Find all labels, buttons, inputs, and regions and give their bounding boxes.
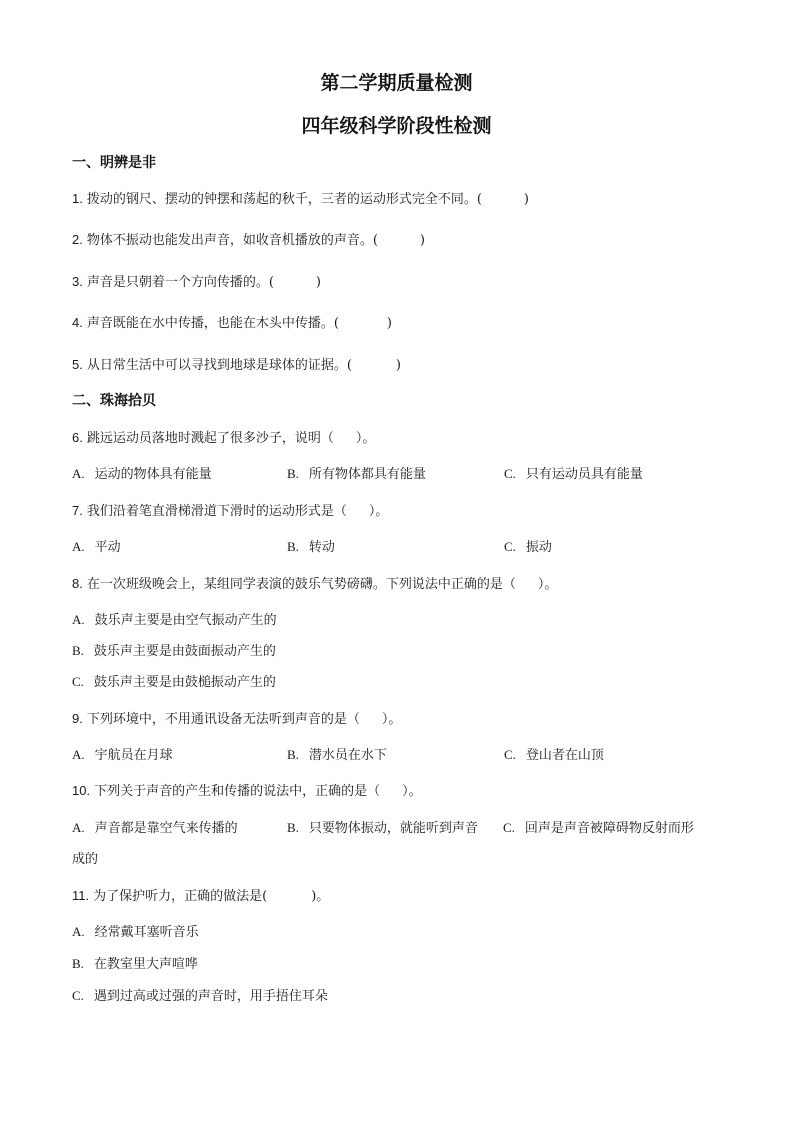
question-number: 11. <box>72 888 90 903</box>
option-text: 宇航员在月球 <box>94 748 173 763</box>
option-text: 鼓乐声主要是由空气振动产生的 <box>94 613 277 628</box>
document-title: 第二学期质量检测 <box>320 72 473 94</box>
option-letter: B. <box>287 539 299 554</box>
option-text: 转动 <box>308 540 335 555</box>
question-number: 8. <box>72 576 83 591</box>
question-text: 在一次班级晚会上，某组同学表演的鼓乐气势磅礴。下列说法中正确的是（ <box>86 577 516 592</box>
question-8 <box>72 573 557 592</box>
question-number: 2. <box>72 232 83 247</box>
bracket-close: ) <box>419 233 425 248</box>
question-number: 3. <box>72 274 83 289</box>
option-10a[interactable] <box>72 817 238 836</box>
question-text: 下列关于声音的产生和传播的说法中，正确的是（ <box>94 784 381 799</box>
option-text: 鼓乐声主要是由鼓面振动产生的 <box>93 644 276 659</box>
option-9b[interactable] <box>287 744 387 763</box>
document-subtitle: 四年级科学阶段性检测 <box>301 115 492 137</box>
question-text: 为了保护听力，正确的做法是( <box>93 889 268 904</box>
question-4 <box>72 312 392 331</box>
question-1 <box>72 188 529 207</box>
option-text: 只要物体振动，就能听到声音 <box>308 821 478 836</box>
question-5 <box>72 354 401 373</box>
question-text: 下列环境中，不用通讯设备无法听到声音的是（ <box>86 712 360 727</box>
question-7 <box>72 500 388 519</box>
question-number: 7. <box>72 503 83 518</box>
option-letter: C. <box>504 747 516 762</box>
question-6 <box>72 427 375 446</box>
option-letter: B. <box>72 643 84 658</box>
option-letter: B. <box>287 820 299 835</box>
option-7c[interactable] <box>504 536 552 555</box>
option-letter: A. <box>72 539 85 554</box>
option-9a[interactable] <box>72 744 173 763</box>
question-number: 5. <box>72 357 83 372</box>
option-letter: B. <box>72 956 84 971</box>
question-text: 跳远运动员落地时溅起了很多沙子，说明（ <box>86 431 334 446</box>
option-text: 运动的物体具有能量 <box>94 467 212 482</box>
question-text: 我们沿着笔直滑梯滑道下滑时的运动形式是（ <box>86 504 347 519</box>
question-number: 9. <box>72 711 83 726</box>
option-7a[interactable] <box>72 536 121 555</box>
section-heading-multiple-choice: 二、珠海拾贝 <box>72 393 156 409</box>
option-text: 所有物体都具有能量 <box>308 467 426 482</box>
option-text: 鼓乐声主要是由鼓槌振动产生的 <box>93 675 276 690</box>
bracket-close: ) <box>315 275 321 290</box>
option-text: 经常戴耳塞听音乐 <box>94 925 199 940</box>
option-text: 回声是声音被障碍物反射而形 <box>524 821 694 836</box>
question-text: 从日常生活中可以寻找到地球是球体的证据。( <box>86 358 352 373</box>
option-11c[interactable] <box>72 985 328 1004</box>
option-text: 在教室里大声喧哗 <box>93 957 198 972</box>
option-letter: A. <box>72 820 85 835</box>
question-text: 声音是只朝着一个方向传播的。( <box>86 275 274 290</box>
question-text: 物体不振动也能发出声音，如收音机播放的声音。( <box>86 233 378 248</box>
bracket-close: ）。 <box>368 504 389 519</box>
option-letter: C. <box>503 820 515 835</box>
option-text: 平动 <box>94 540 121 555</box>
option-10c[interactable] <box>503 817 694 836</box>
option-letter: B. <box>287 466 299 481</box>
bracket-close: ）。 <box>537 577 558 592</box>
option-11a[interactable] <box>72 921 199 940</box>
option-letter: A. <box>72 612 85 627</box>
question-9 <box>72 708 401 727</box>
option-6a[interactable] <box>72 463 212 482</box>
option-text: 声音都是靠空气来传播的 <box>94 821 238 836</box>
option-letter: A. <box>72 747 85 762</box>
question-3 <box>72 271 321 290</box>
option-6c[interactable] <box>504 463 643 482</box>
bracket-close: ）。 <box>355 431 376 446</box>
option-letter: A. <box>72 924 85 939</box>
question-number: 1. <box>72 191 83 206</box>
question-number: 6. <box>72 430 83 445</box>
option-letter: B. <box>287 747 299 762</box>
option-letter: C. <box>504 539 516 554</box>
option-8b[interactable] <box>72 640 276 659</box>
question-number: 10. <box>72 783 91 798</box>
bracket-close: )。 <box>311 889 330 904</box>
section-heading-true-false: 一、明辨是非 <box>72 155 156 171</box>
question-2 <box>72 229 425 248</box>
option-letter: A. <box>72 466 85 481</box>
bracket-close: ）。 <box>381 712 402 727</box>
bracket-close: ）。 <box>402 784 422 799</box>
option-9c[interactable] <box>504 744 604 763</box>
question-text: 声音既能在水中传播，也能在木头中传播。( <box>86 316 339 331</box>
bracket-close: ) <box>386 316 392 331</box>
option-8c[interactable] <box>72 671 276 690</box>
question-10 <box>72 780 422 799</box>
option-text: 只有运动员具有能量 <box>525 467 643 482</box>
option-letter: C. <box>72 988 84 1003</box>
option-text: 振动 <box>525 540 552 555</box>
bracket-close: ) <box>523 192 529 207</box>
bracket-close: ) <box>395 358 401 373</box>
option-6b[interactable] <box>287 463 426 482</box>
option-letter: C. <box>504 466 516 481</box>
option-11b[interactable] <box>72 953 198 972</box>
option-text: 遇到过高或过强的声音时，用手捂住耳朵 <box>93 989 328 1004</box>
option-10b[interactable] <box>287 817 478 836</box>
option-7b[interactable] <box>287 536 335 555</box>
option-10c-wrap: 成的 <box>72 852 99 867</box>
option-text: 登山者在山顶 <box>525 748 604 763</box>
question-number: 4. <box>72 315 83 330</box>
option-letter: C. <box>72 674 84 689</box>
question-text: 拨动的钢尺、摆动的钟摆和荡起的秋千，三者的运动形式完全不同。( <box>86 192 482 207</box>
option-8a[interactable] <box>72 609 277 628</box>
option-text: 潜水员在水下 <box>308 748 387 763</box>
question-11 <box>72 885 329 904</box>
